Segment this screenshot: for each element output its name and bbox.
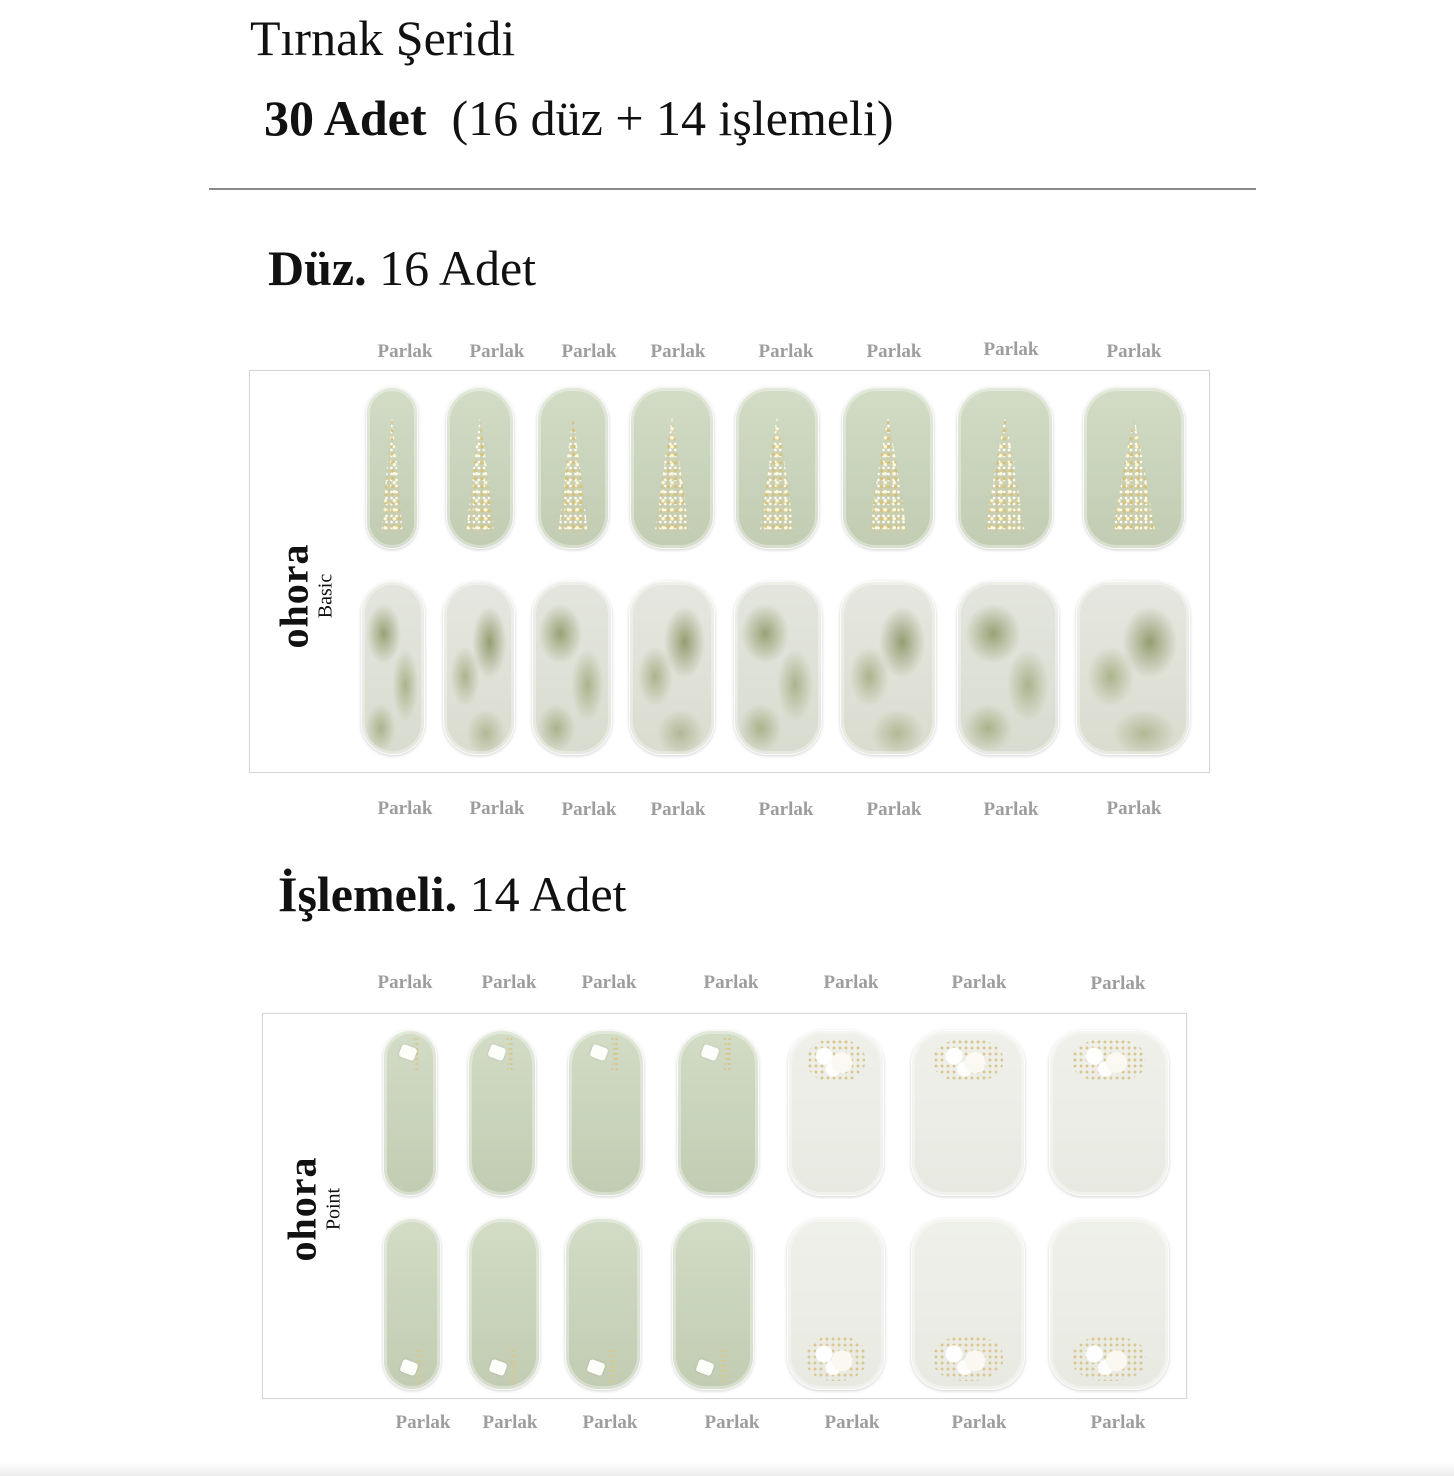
shell-flake [700,1043,719,1061]
finish-label: Parlak [704,1412,760,1433]
pearl-flake-nail [1049,1030,1169,1196]
finish-label: Parlak [866,341,922,362]
bottom-edge [0,1462,1454,1476]
decorated-section-heading [278,864,627,924]
pearl-flake-nail [1049,1218,1169,1390]
shell-flake [487,1043,506,1061]
glitter-nail [1083,387,1185,549]
plain-heading-bold: Düz. [268,240,367,296]
finish-label: Parlak [703,972,759,993]
finish-label: Parlak [395,1412,451,1433]
decorated-heading-count: 14 Adet [469,866,627,922]
finish-label: Parlak [561,799,617,820]
marble-nail [840,581,936,755]
finish-label: Parlak [1106,798,1162,819]
finish-label: Parlak [983,339,1039,360]
pearl-flake-cluster [807,1039,865,1082]
glitter-pattern [457,417,503,532]
sage-accent-nail [468,1030,536,1196]
glitter-pattern [857,417,920,532]
pearl-flake-nail [911,1218,1025,1390]
finish-label: Parlak [983,799,1039,820]
glitter-pattern [549,417,598,532]
finish-label: Parlak [581,972,637,993]
glitter-nail [842,387,934,549]
shell-flake [695,1358,714,1376]
finish-label: Parlak [469,341,525,362]
glitter-pattern [748,417,805,532]
decorated-nail-sheet [262,1013,1187,1399]
finish-label: Parlak [650,341,706,362]
decorated-brand [279,1156,344,1262]
marble-nail [443,581,515,755]
sage-accent-nail [383,1030,437,1196]
marble-nail [361,581,425,755]
glitter-nail [537,387,609,549]
finish-label: Parlak [482,1412,538,1433]
sage-accent-nail [568,1030,644,1196]
pearl-flake-nail [788,1030,884,1196]
finish-label: Parlak [469,798,525,819]
finish-label: Parlak [377,972,433,993]
finish-label: Parlak [377,341,433,362]
finish-label: Parlak [1090,973,1146,994]
sage-accent-nail [468,1218,540,1390]
glitter-pattern [375,417,410,532]
pearl-flake-cluster [1072,1336,1145,1380]
plain-section-heading [268,238,536,298]
marble-nail [532,581,612,755]
finish-label: Parlak [758,341,814,362]
glitter-pattern [643,417,700,532]
glitter-nail [446,387,514,549]
total-count [264,88,894,148]
finish-label: Parlak [650,799,706,820]
shell-flake [398,1043,417,1061]
finish-label: Parlak [951,1412,1007,1433]
finish-label: Parlak [951,972,1007,993]
glitter-pattern [972,417,1038,532]
finish-label: Parlak [824,1412,880,1433]
finish-label: Parlak [481,972,537,993]
pearl-flake-nail [787,1218,885,1390]
glitter-nail [630,387,714,549]
sage-accent-nail [383,1218,441,1390]
marble-nail [734,581,822,755]
marble-nail [1076,581,1190,755]
total-count-detail: (16 düz + 14 işlemeli) [451,90,894,146]
glitter-nail [957,387,1053,549]
glitter-nail [735,387,819,549]
decorated-heading-bold: İşlemeli. [278,866,458,922]
glitter-nail [366,387,418,549]
finish-label: Parlak [1106,341,1162,362]
brand-line: Point [322,1187,344,1231]
sage-accent-nail [565,1218,641,1390]
finish-label: Parlak [758,799,814,820]
marble-nail [957,581,1059,755]
glitter-pattern [1099,417,1169,532]
plain-nail-sheet [249,370,1210,773]
shell-flake [589,1043,608,1061]
decorated-brand-wrap [238,1134,388,1284]
shell-flake [586,1358,605,1376]
finish-label: Parlak [582,1412,638,1433]
brand-logo: ohora [279,1156,324,1262]
pearl-flake-cluster [1072,1039,1145,1082]
divider [209,188,1256,190]
plain-brand [271,543,336,649]
plain-brand-wrap [230,521,380,671]
shell-flake [488,1358,507,1376]
finish-label: Parlak [866,799,922,820]
pearl-flake-cluster [933,1039,1002,1082]
brand-line: Basic [314,573,336,619]
pearl-flake-nail [911,1030,1025,1196]
pearl-flake-cluster [933,1336,1002,1380]
plain-heading-count: 16 Adet [379,240,537,296]
page-title: Tırnak Şeridi [250,10,516,66]
shell-flake [399,1358,418,1376]
sage-accent-nail [677,1030,759,1196]
finish-label: Parlak [561,341,617,362]
total-count-bold: 30 Adet [264,90,427,146]
finish-label: Parlak [1090,1412,1146,1433]
sage-accent-nail [672,1218,754,1390]
finish-label: Parlak [377,798,433,819]
brand-logo: ohora [271,543,316,649]
pearl-flake-cluster [806,1336,866,1380]
marble-nail [629,581,715,755]
finish-label: Parlak [823,972,879,993]
